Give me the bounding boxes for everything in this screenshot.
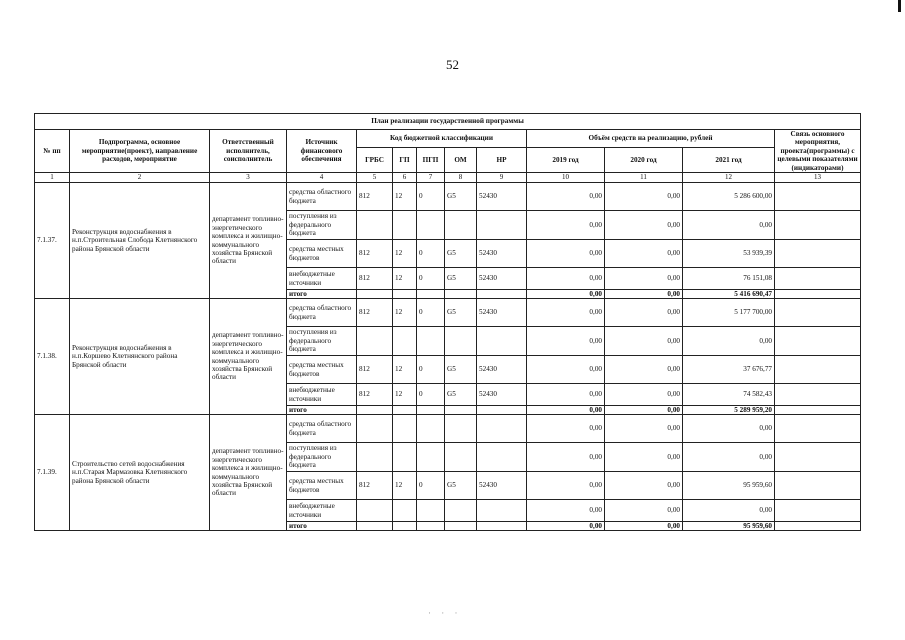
header-num: № пп bbox=[35, 130, 70, 173]
indicator-link bbox=[775, 327, 861, 356]
indicator-link bbox=[775, 443, 861, 472]
total-2019: 0,00 bbox=[527, 406, 605, 415]
amount-2021: 0,00 bbox=[683, 327, 775, 356]
code-gp: 12 bbox=[393, 472, 417, 500]
amount-2020: 0,00 bbox=[605, 500, 683, 522]
code-grbs bbox=[357, 211, 393, 240]
table-row bbox=[35, 183, 861, 211]
code-np bbox=[477, 211, 527, 240]
amount-2021: 95 959,60 bbox=[683, 472, 775, 500]
total-label: итого bbox=[287, 290, 357, 299]
total-2021: 5 289 959,20 bbox=[683, 406, 775, 415]
amount-2020: 0,00 bbox=[605, 472, 683, 500]
column-index-cell: 4 bbox=[287, 173, 357, 183]
code-gp: 12 bbox=[393, 356, 417, 384]
code-pgp bbox=[417, 443, 445, 472]
code-pgp: 0 bbox=[417, 240, 445, 268]
header-2021: 2021 год bbox=[683, 147, 775, 172]
header-gp: ГП bbox=[393, 147, 417, 172]
column-index-cell: 1 bbox=[35, 173, 70, 183]
amount-2019: 0,00 bbox=[527, 500, 605, 522]
item-executor: департамент топливно-энергетического комплекса и жилищно-коммунального хозяйства Брянской области bbox=[210, 415, 287, 531]
total-empty-code bbox=[417, 290, 445, 299]
total-label: итого bbox=[287, 406, 357, 415]
total-2021: 95 959,60 bbox=[683, 522, 775, 531]
table-row bbox=[35, 415, 861, 443]
code-pgp bbox=[417, 500, 445, 522]
item-number: 7.1.38. bbox=[35, 299, 70, 415]
indicator-link bbox=[775, 500, 861, 522]
column-index-cell: 10 bbox=[527, 173, 605, 183]
amount-2021: 37 676,77 bbox=[683, 356, 775, 384]
table-title: План реализации государственной программы bbox=[35, 114, 861, 130]
amount-2019: 0,00 bbox=[527, 356, 605, 384]
total-empty-code bbox=[445, 522, 477, 531]
amount-2019: 0,00 bbox=[527, 240, 605, 268]
funding-source: средства областного бюджета bbox=[287, 415, 357, 443]
code-pgp: 0 bbox=[417, 183, 445, 211]
scan-artifact: · · · bbox=[428, 608, 462, 618]
column-index-cell: 5 bbox=[357, 173, 393, 183]
code-om: G5 bbox=[445, 240, 477, 268]
code-grbs: 812 bbox=[357, 384, 393, 406]
header-volume: Объём средств на реализацию, рублей bbox=[527, 130, 775, 148]
funding-source: поступления из федерального бюджета bbox=[287, 443, 357, 472]
code-grbs: 812 bbox=[357, 356, 393, 384]
header-np: НР bbox=[477, 147, 527, 172]
header-link-indicators: Связь основного мероприятия, проекта(программы) с целевыми показателями (индикаторами) bbox=[775, 130, 861, 173]
code-grbs bbox=[357, 415, 393, 443]
code-gp bbox=[393, 327, 417, 356]
amount-2020: 0,00 bbox=[605, 443, 683, 472]
header-pgp: ПГП bbox=[417, 147, 445, 172]
total-2020: 0,00 bbox=[605, 290, 683, 299]
code-np: 52430 bbox=[477, 472, 527, 500]
header-subprogram: Подпрограмма, основное мероприятие(проект), направление расходов, мероприятие bbox=[70, 130, 210, 173]
amount-2021: 5 286 600,00 bbox=[683, 183, 775, 211]
column-index-cell: 6 bbox=[393, 173, 417, 183]
amount-2020: 0,00 bbox=[605, 299, 683, 327]
total-2021: 5 416 690,47 bbox=[683, 290, 775, 299]
code-grbs bbox=[357, 443, 393, 472]
code-np: 52430 bbox=[477, 240, 527, 268]
total-indicator-link bbox=[775, 522, 861, 531]
code-gp bbox=[393, 443, 417, 472]
total-empty-code bbox=[445, 290, 477, 299]
amount-2019: 0,00 bbox=[527, 268, 605, 290]
amount-2019: 0,00 bbox=[527, 472, 605, 500]
amount-2020: 0,00 bbox=[605, 268, 683, 290]
funding-source: внебюджетные источники bbox=[287, 500, 357, 522]
budget-plan-table bbox=[34, 113, 861, 531]
item-executor: департамент топливно-энергетического комплекса и жилищно-коммунального хозяйства Брянской области bbox=[210, 299, 287, 415]
header-2019: 2019 год bbox=[527, 147, 605, 172]
code-om: G5 bbox=[445, 268, 477, 290]
code-grbs bbox=[357, 327, 393, 356]
total-empty-code bbox=[393, 522, 417, 531]
column-index-cell: 11 bbox=[605, 173, 683, 183]
code-pgp bbox=[417, 211, 445, 240]
amount-2020: 0,00 bbox=[605, 356, 683, 384]
column-index-cell: 8 bbox=[445, 173, 477, 183]
code-np: 52430 bbox=[477, 299, 527, 327]
amount-2019: 0,00 bbox=[527, 415, 605, 443]
header-source: Источник финансового обеспечения bbox=[287, 130, 357, 173]
page-number: 52 bbox=[446, 57, 459, 72]
code-np: 52430 bbox=[477, 384, 527, 406]
code-np bbox=[477, 415, 527, 443]
funding-source: средства местных бюджетов bbox=[287, 356, 357, 384]
total-empty-code bbox=[477, 290, 527, 299]
code-om bbox=[445, 443, 477, 472]
total-empty-code bbox=[393, 290, 417, 299]
amount-2021: 0,00 bbox=[683, 443, 775, 472]
table-body bbox=[35, 183, 861, 531]
code-om: G5 bbox=[445, 299, 477, 327]
code-np bbox=[477, 500, 527, 522]
code-gp bbox=[393, 415, 417, 443]
total-indicator-link bbox=[775, 406, 861, 415]
scan-edge-mark bbox=[898, 0, 901, 12]
code-np: 52430 bbox=[477, 268, 527, 290]
item-number: 7.1.39. bbox=[35, 415, 70, 531]
code-pgp: 0 bbox=[417, 268, 445, 290]
indicator-link bbox=[775, 415, 861, 443]
column-index-cell: 2 bbox=[70, 173, 210, 183]
amount-2019: 0,00 bbox=[527, 327, 605, 356]
amount-2019: 0,00 bbox=[527, 299, 605, 327]
funding-source: средства местных бюджетов bbox=[287, 240, 357, 268]
total-empty-code bbox=[393, 406, 417, 415]
amount-2020: 0,00 bbox=[605, 384, 683, 406]
amount-2020: 0,00 bbox=[605, 183, 683, 211]
total-label: итого bbox=[287, 522, 357, 531]
item-name: Реконструкция водоснабжения в н.п.Коршево Клетнянского района Брянской области bbox=[70, 299, 210, 415]
funding-source: средства областного бюджета bbox=[287, 183, 357, 211]
item-number: 7.1.37. bbox=[35, 183, 70, 299]
indicator-link bbox=[775, 268, 861, 290]
amount-2021: 0,00 bbox=[683, 211, 775, 240]
code-np bbox=[477, 327, 527, 356]
total-empty-code bbox=[445, 406, 477, 415]
funding-source: поступления из федерального бюджета bbox=[287, 211, 357, 240]
code-om bbox=[445, 327, 477, 356]
column-index-cell: 3 bbox=[210, 173, 287, 183]
indicator-link bbox=[775, 299, 861, 327]
amount-2021: 53 939,39 bbox=[683, 240, 775, 268]
indicator-link bbox=[775, 211, 861, 240]
funding-source: средства областного бюджета bbox=[287, 299, 357, 327]
code-pgp bbox=[417, 415, 445, 443]
header-budget-classification: Код бюджетной классификации bbox=[357, 130, 527, 148]
amount-2019: 0,00 bbox=[527, 211, 605, 240]
code-pgp: 0 bbox=[417, 299, 445, 327]
code-om: G5 bbox=[445, 384, 477, 406]
code-grbs: 812 bbox=[357, 240, 393, 268]
column-index-cell: 13 bbox=[775, 173, 861, 183]
amount-2021: 74 582,43 bbox=[683, 384, 775, 406]
column-index-row bbox=[35, 173, 861, 183]
code-np: 52430 bbox=[477, 356, 527, 384]
funding-source: внебюджетные источники bbox=[287, 268, 357, 290]
indicator-link bbox=[775, 356, 861, 384]
column-index-cell: 12 bbox=[683, 173, 775, 183]
code-om: G5 bbox=[445, 472, 477, 500]
code-gp: 12 bbox=[393, 240, 417, 268]
code-gp: 12 bbox=[393, 299, 417, 327]
amount-2020: 0,00 bbox=[605, 327, 683, 356]
budget-plan-table-wrapper bbox=[34, 113, 861, 531]
total-2019: 0,00 bbox=[527, 290, 605, 299]
code-gp bbox=[393, 500, 417, 522]
header-grbs: ГРБС bbox=[357, 147, 393, 172]
amount-2019: 0,00 bbox=[527, 443, 605, 472]
code-grbs: 812 bbox=[357, 183, 393, 211]
item-name: Строительство сетей водоснабжения н.п.Старая Мармазовка Клетнянского района Брянской области bbox=[70, 415, 210, 531]
code-om: G5 bbox=[445, 356, 477, 384]
amount-2021: 0,00 bbox=[683, 415, 775, 443]
table-row bbox=[35, 299, 861, 327]
code-np bbox=[477, 443, 527, 472]
total-2019: 0,00 bbox=[527, 522, 605, 531]
code-pgp: 0 bbox=[417, 472, 445, 500]
code-np: 52430 bbox=[477, 183, 527, 211]
code-grbs: 812 bbox=[357, 268, 393, 290]
funding-source: поступления из федерального бюджета bbox=[287, 327, 357, 356]
column-index-cell: 9 bbox=[477, 173, 527, 183]
amount-2020: 0,00 bbox=[605, 211, 683, 240]
code-om: G5 bbox=[445, 183, 477, 211]
amount-2020: 0,00 bbox=[605, 240, 683, 268]
code-pgp: 0 bbox=[417, 356, 445, 384]
code-om bbox=[445, 211, 477, 240]
funding-source: средства местных бюджетов bbox=[287, 472, 357, 500]
total-empty-code bbox=[417, 522, 445, 531]
column-index-cell: 7 bbox=[417, 173, 445, 183]
total-2020: 0,00 bbox=[605, 406, 683, 415]
amount-2019: 0,00 bbox=[527, 384, 605, 406]
amount-2021: 76 151,08 bbox=[683, 268, 775, 290]
total-empty-code bbox=[477, 522, 527, 531]
indicator-link bbox=[775, 183, 861, 211]
total-empty-code bbox=[357, 290, 393, 299]
header-2020: 2020 год bbox=[605, 147, 683, 172]
code-gp: 12 bbox=[393, 183, 417, 211]
code-grbs: 812 bbox=[357, 299, 393, 327]
code-grbs: 812 bbox=[357, 472, 393, 500]
code-grbs bbox=[357, 500, 393, 522]
total-empty-code bbox=[417, 406, 445, 415]
total-indicator-link bbox=[775, 290, 861, 299]
code-gp: 12 bbox=[393, 384, 417, 406]
funding-source: внебюджетные источники bbox=[287, 384, 357, 406]
code-om bbox=[445, 500, 477, 522]
indicator-link bbox=[775, 472, 861, 500]
code-pgp: 0 bbox=[417, 384, 445, 406]
header-om: ОМ bbox=[445, 147, 477, 172]
total-empty-code bbox=[357, 522, 393, 531]
total-empty-code bbox=[357, 406, 393, 415]
code-gp bbox=[393, 211, 417, 240]
code-om bbox=[445, 415, 477, 443]
amount-2020: 0,00 bbox=[605, 415, 683, 443]
total-2020: 0,00 bbox=[605, 522, 683, 531]
item-executor: департамент топливно-энергетического комплекса и жилищно-коммунального хозяйства Брянской области bbox=[210, 183, 287, 299]
code-gp: 12 bbox=[393, 268, 417, 290]
amount-2021: 0,00 bbox=[683, 500, 775, 522]
amount-2019: 0,00 bbox=[527, 183, 605, 211]
amount-2021: 5 177 700,00 bbox=[683, 299, 775, 327]
code-pgp bbox=[417, 327, 445, 356]
item-name: Реконструкция водоснабжения в н.п.Строительная Слобода Клетнянского района Брянской области bbox=[70, 183, 210, 299]
header-executor: Ответственный исполнитель, соисполнитель bbox=[210, 130, 287, 173]
total-empty-code bbox=[477, 406, 527, 415]
indicator-link bbox=[775, 384, 861, 406]
indicator-link bbox=[775, 240, 861, 268]
